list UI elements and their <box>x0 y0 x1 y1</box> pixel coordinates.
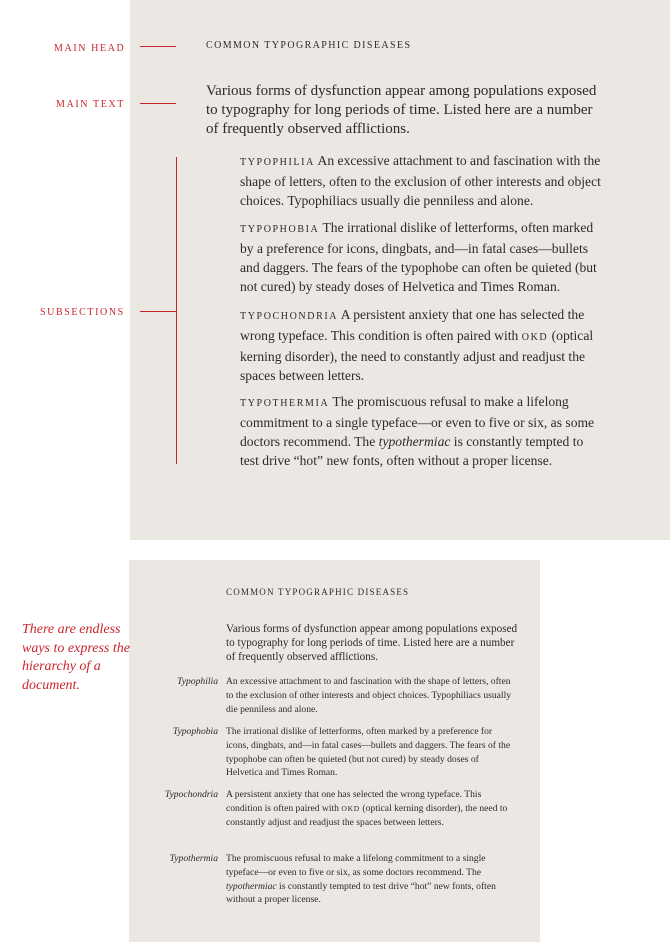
side-note: There are endless ways to express the hierarchy of a document. <box>22 622 130 693</box>
bottom-desc-cont: (optical kerning disorder), the need to constantly adjust and readjust the spaces between letters. <box>226 802 508 828</box>
top-term: TYPOPHOBIA <box>240 224 320 235</box>
subsections-bracket <box>176 157 177 464</box>
main-head-rule <box>140 46 176 47</box>
bottom-desc: A persistent anxiety that one has selected the wrong typeface. This condition is often paired with <box>226 789 482 814</box>
top-desc: The promiscuous refusal to make a lifelong commitment to a single typeface—or even to five or six, as some doctors recommend. The <box>240 394 595 449</box>
bottom-desc-typochondria <box>226 788 516 829</box>
main-text-rule <box>140 103 176 104</box>
top-subsection-typophobia <box>240 218 605 296</box>
top-subsection-typochondria <box>240 305 605 385</box>
main-text-annotation: MAIN TEXT <box>56 99 125 110</box>
bottom-desc: The promiscuous refusal to make a lifelong commitment to a single typeface—or even to five or six, as some doctors recommend. The <box>226 853 486 878</box>
bottom-desc-typophilia: An excessive attachment to and fascination with the shape of letters, often to the exclusion of other interests and object choices. Typophiliacs usually die penniless and alone. <box>226 676 512 715</box>
top-desc: The irrational dislike of letterforms, often marked by a preference for icons, dingbats, and—in fatal cases—bullets and daggers. The fears of the typophobe can often be quieted (but not cured) by steady doses of Helvetica and Times Roman. <box>240 220 597 294</box>
bottom-desc-cont: is constantly tempted to test drive “hot” new fonts, often without a proper license. <box>226 880 496 906</box>
top-term: TYPOTHERMIA <box>240 398 330 409</box>
bottom-main-head: COMMON TYPOGRAPHIC DISEASES <box>226 587 410 597</box>
top-desc-cont: is constantly tempted to test drive “hot” new fonts, often without a proper license. <box>240 434 584 468</box>
top-desc: A persistent anxiety that one has selected the wrong typeface. This condition is often paired with <box>240 307 585 343</box>
top-subsection-typothermia <box>240 392 605 470</box>
top-desc-cont: (optical kerning disorder), the need to constantly adjust and readjust the spaces between letters. <box>240 328 594 383</box>
subsections-rule <box>140 311 176 312</box>
bottom-main-text: Various forms of dysfunction appear among populations exposed to typography for long periods of time. Listed here are a number of frequently observed afflictions. <box>226 623 518 663</box>
bottom-term-typothermia: Typothermia <box>169 853 218 864</box>
bottom-term-typophilia: Typophilia <box>177 676 218 687</box>
bottom-desc-typophobia: The irrational dislike of letterforms, often marked by a preference for icons, dingbats, and—in fatal cases—bullets and daggers. The fears of the typophobe can often be quieted (but not cured) by steady doses of Helvetica and Times Roman. <box>226 726 511 779</box>
subsections-annotation: SUBSECTIONS <box>40 307 125 318</box>
bottom-emphasis: typothermiac <box>226 880 277 892</box>
top-subsection-typophilia <box>240 151 605 210</box>
bottom-term-typochondria: Typochondria <box>164 789 218 800</box>
top-main-head: COMMON TYPOGRAPHIC DISEASES <box>206 40 412 51</box>
top-desc: An excessive attachment to and fascination with the shape of letters, often to the exclusion of other interests and object choices. Typophiliacs usually die penniless and alone. <box>240 153 601 208</box>
top-emphasis: typothermiac <box>378 434 451 449</box>
top-abbr: OKD <box>521 332 549 343</box>
top-term: TYPOPHILIA <box>240 157 315 168</box>
top-term: TYPOCHONDRIA <box>240 311 339 322</box>
bottom-term-typophobia: Typophobia <box>172 726 218 737</box>
bottom-abbr: OKD <box>341 803 361 813</box>
top-main-text: Various forms of dysfunction appear among populations exposed to typography for long periods of time. Listed here are a number of frequently observed afflictions. <box>206 83 597 137</box>
bottom-desc-typothermia <box>226 852 516 907</box>
main-head-annotation: MAIN HEAD <box>54 43 126 54</box>
